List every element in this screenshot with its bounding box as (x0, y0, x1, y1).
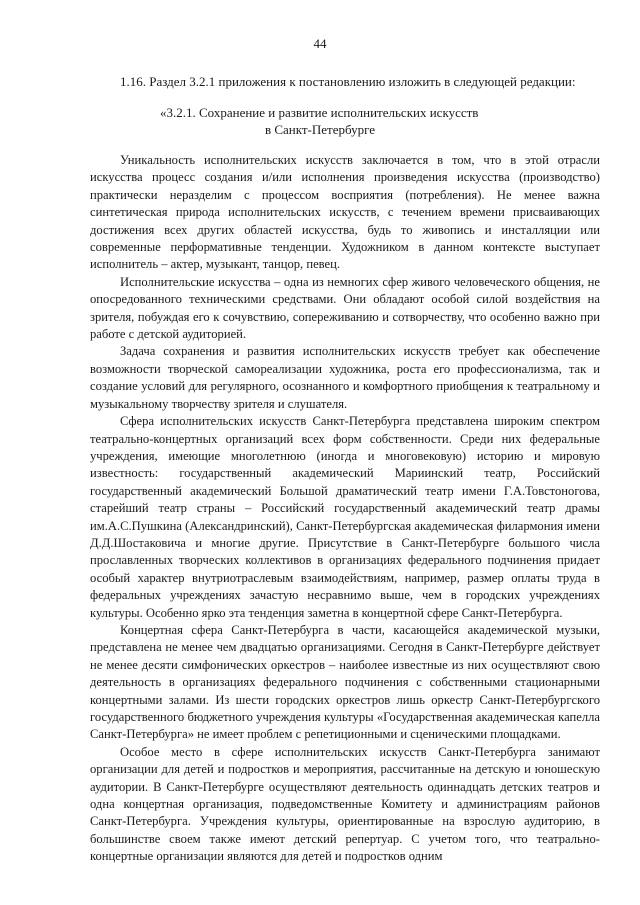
paragraph-1: Уникальность исполнительских искусств заключается в том, что в этой отрасли искусства процесс создания и/или исполнения произведения искусства (производство) практически неразделим с процессом восприятия (потребления). Не менее важна синтетическая природа исполнительских искусств, с течением времени присваивающих достижения всех других областей искусства, будь то живопись и инсталляции или современные перформативные тенденции. Художником в данном контексте выступает исполнитель – актер, музыкант, танцор, певец. (90, 153, 600, 272)
paragraph-3: Задача сохранения и развития исполнительских искусств требует как обеспечение возможности творческой самореализации художника, роста его профессионализма, так и создание условий для регулярного, осознанного и комфортного приобщения к театральному и музыкальному творчеству зрителя и слушателя. (90, 344, 600, 411)
body-text (90, 152, 600, 866)
paragraph-4: Сфера исполнительских искусств Санкт-Петербурга представлена широким спектром театрально-концертных организаций всех форм собственности. Среди них федеральные учреждения, имеющие многолетнюю (иногда и многовековую) историю и мировую известность: государственный академический Мариинский театр, Российский государственный академический Большой драматический театр имени Г.А.Товстоногова, старейший театр страны – Российский государственный академический театр драмы им.А.С.Пушкина (Александринский), Санкт-Петербургская академическая филармония имени Д.Д.Шостаковича и многие другие. Присутствие в Санкт-Петербурге большого числа прославленных творческих коллективов в организациях федерального подчинения придает особый характер внутриотраслевым взаимодействиям, например, размер оплаты труда в федеральных учреждениях зачастую несравнимо выше, чем в городских учреждениях культуры. Особенно ярко эта тенденция заметна в концертной сфере Санкт-Петербурга. (90, 414, 600, 620)
page-number: 44 (313, 36, 327, 51)
paragraph-6: Особое место в сфере исполнительских искусств Санкт-Петербурга занимают организации для детей и подростков и мероприятия, рассчитанные на детскую и юношескую аудитории. В Санкт-Петербурге осуществляют деятельность одиннадцать детских театров и одна концертная организация, подведомственные Комитету и администрациям районов Санкт-Петербурга. Учреждения культуры, ориентированные на взрослую аудиторию, в большинстве своем также имеют детский репертуар. С учетом того, что театрально-концертные организации являются для детей и подростков одним (90, 744, 600, 864)
paragraph-2: Исполнительские искусства – одна из немногих сфер живого человеческого общения, не опосредованного техническими средствами. Они обладают особой силой воздействия на зрителя, побуждая его к сочувствию, сопереживанию и сотворчеству, что особенно важно при работе с детской аудиторией. (90, 274, 600, 342)
section-title (0, 104, 640, 138)
section-title-line-1: «3.2.1. Сохранение и развитие исполнительских искусств (160, 105, 479, 120)
section-title-line-2: в Санкт-Петербурге (264, 122, 376, 137)
amendment-line: 1.16. Раздел 3.2.1 приложения к постановлению изложить в следующей редакции: (120, 74, 576, 89)
paragraph-5: Концертная сфера Санкт-Петербурга в части, касающейся академической музыки, представлена не менее чем двадцатью организациями. Сегодня в Санкт-Петербурге действует не менее десяти симфонических оркестров – наиболее известные из них осуществляют свою деятельность в организациях федерального подчинения с собственными стационарными концертными залами. Из шести городских оркестров лишь оркестр Санкт-Петербургского государственного бюджетного учреждения культуры «Государственная академическая капелла Санкт-Петербурга» не имеет проблем с репетиционными и сценическими площадками. (90, 622, 600, 742)
